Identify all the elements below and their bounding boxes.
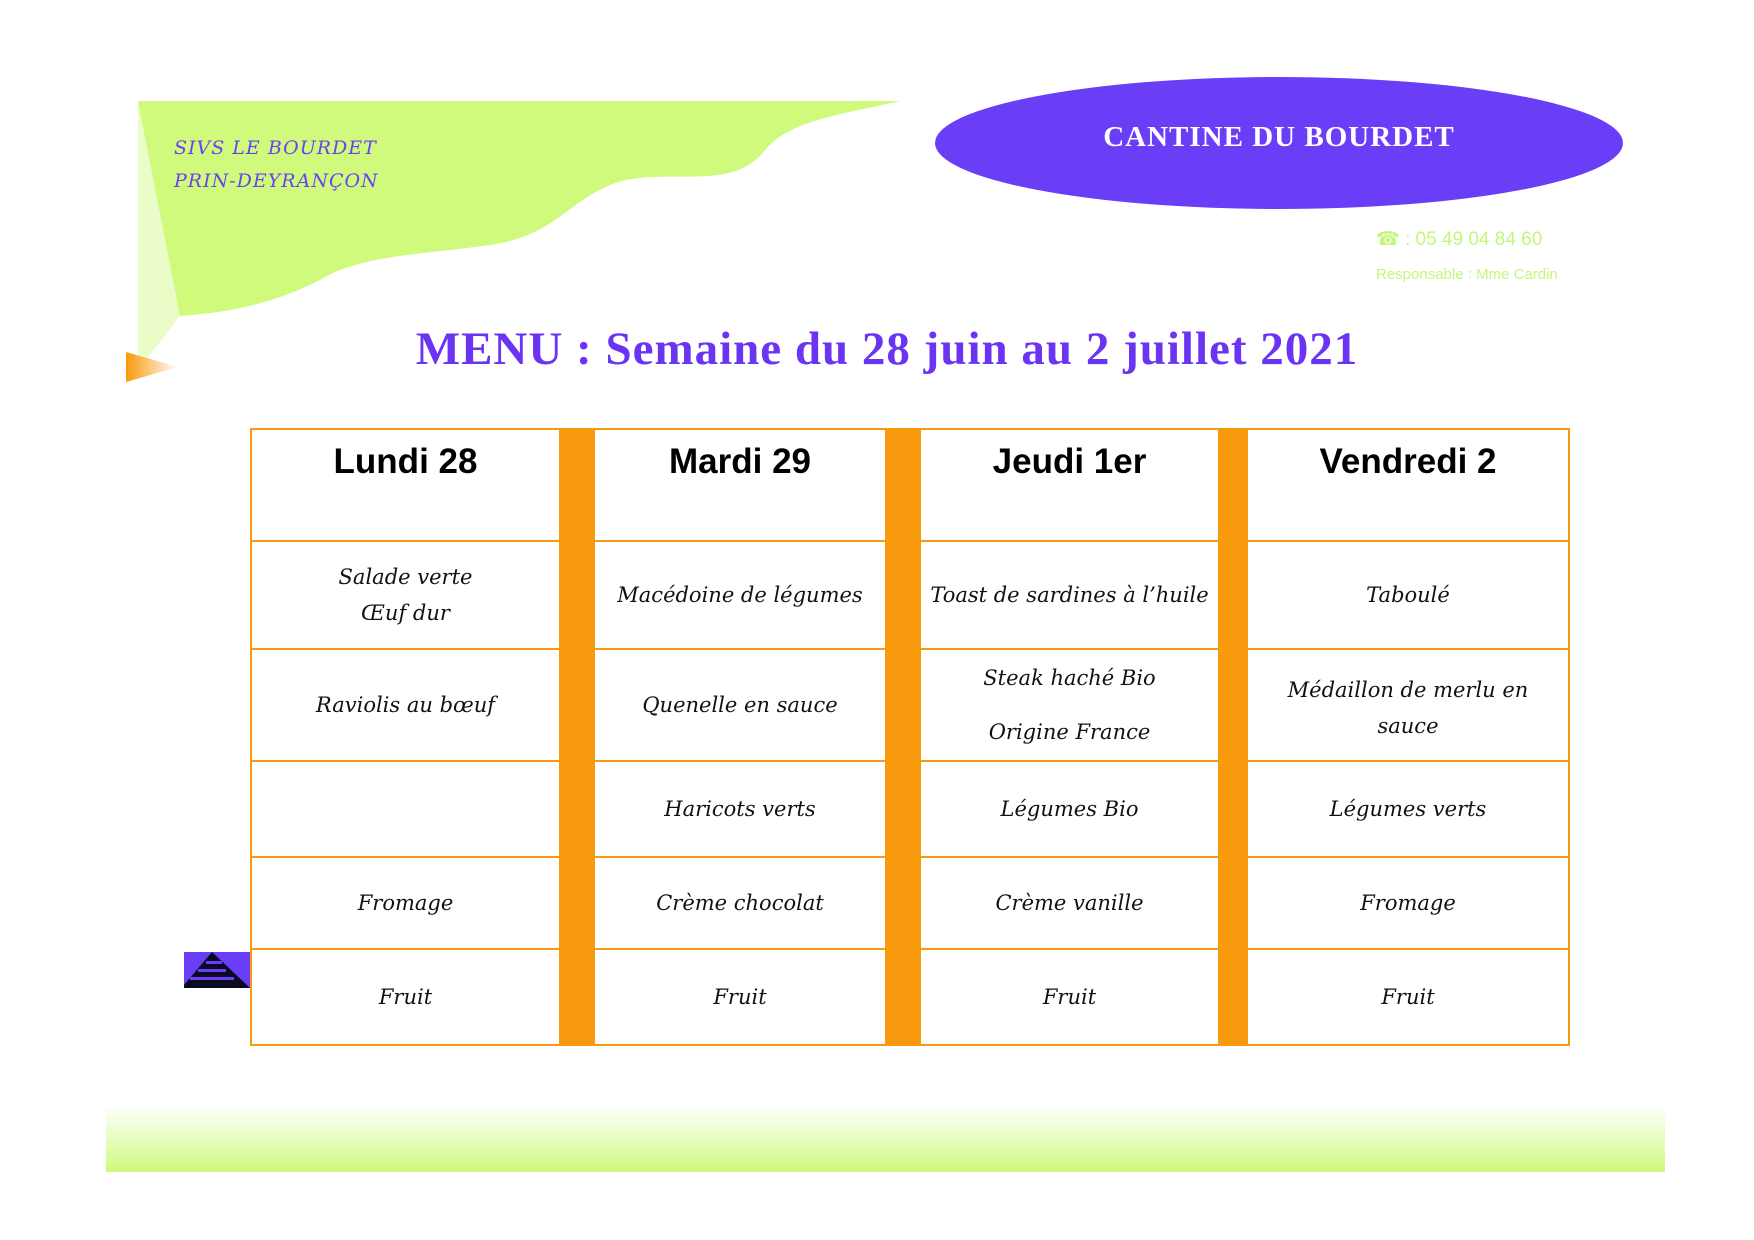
organization-line-1: SIVS LE BOURDET	[174, 137, 377, 159]
day-header-friday: Vendredi 2	[1248, 430, 1568, 542]
dairy-cell: Fromage	[252, 858, 559, 950]
main-cell: Raviolis au bœuf	[252, 650, 559, 762]
side-cell	[252, 762, 559, 858]
day-header-tuesday: Mardi 29	[595, 430, 885, 542]
starter-cell	[252, 542, 559, 650]
menu-title: MENU : Semaine du 28 juin au 2 juillet 2021	[415, 323, 1359, 375]
day-header-thursday: Jeudi 1er	[921, 430, 1218, 542]
starter-cell: Taboulé	[1248, 542, 1568, 650]
dairy-cell: Crème chocolat	[595, 858, 885, 950]
dish: Origine France	[988, 720, 1151, 744]
organization-line-2: PRIN-DEYRANÇON	[174, 170, 379, 192]
dessert-cell: Fruit	[1381, 985, 1435, 1009]
side-cell: Haricots verts	[595, 762, 885, 858]
canteen-banner	[935, 77, 1623, 209]
responsible-person: Responsable : Mme Cardin	[1376, 266, 1558, 283]
main-cell: Médaillon de merlu en sauce	[1248, 650, 1568, 762]
dish: Œuf dur	[361, 601, 450, 625]
column-separator	[559, 430, 595, 1044]
day-header-monday: Lundi 28	[252, 430, 559, 542]
dessert-cell: Fruit	[378, 985, 433, 1009]
dessert-cell: Fruit	[1042, 985, 1097, 1009]
side-cell: Légumes verts	[1248, 762, 1568, 858]
dairy-cell: Fromage	[1248, 858, 1568, 950]
column-separator	[885, 430, 921, 1044]
main-cell: Quenelle en sauce	[595, 650, 885, 762]
dessert-cell: Fruit	[713, 985, 767, 1009]
dish: Steak haché Bio	[983, 666, 1156, 690]
side-cell: Légumes Bio	[921, 762, 1218, 858]
organization-name	[174, 132, 379, 198]
canteen-title: CANTINE DU BOURDET	[1103, 121, 1455, 153]
main-cell	[921, 650, 1218, 762]
dairy-cell: Crème vanille	[921, 858, 1218, 950]
decorative-footer-band	[106, 1105, 1665, 1172]
contact-info	[1376, 228, 1558, 283]
column-separator	[1218, 430, 1248, 1044]
starter-cell: Macédoine de légumes	[595, 542, 885, 650]
starter-cell: Toast de sardines à l’huile	[921, 542, 1218, 650]
stairs-icon	[184, 952, 250, 988]
dish: Salade verte	[338, 565, 473, 589]
phone-line	[1376, 228, 1558, 252]
menu-table	[250, 428, 1570, 1046]
phone-icon: ☎	[1376, 229, 1400, 250]
phone-number: : 05 49 04 84 60	[1404, 229, 1543, 250]
